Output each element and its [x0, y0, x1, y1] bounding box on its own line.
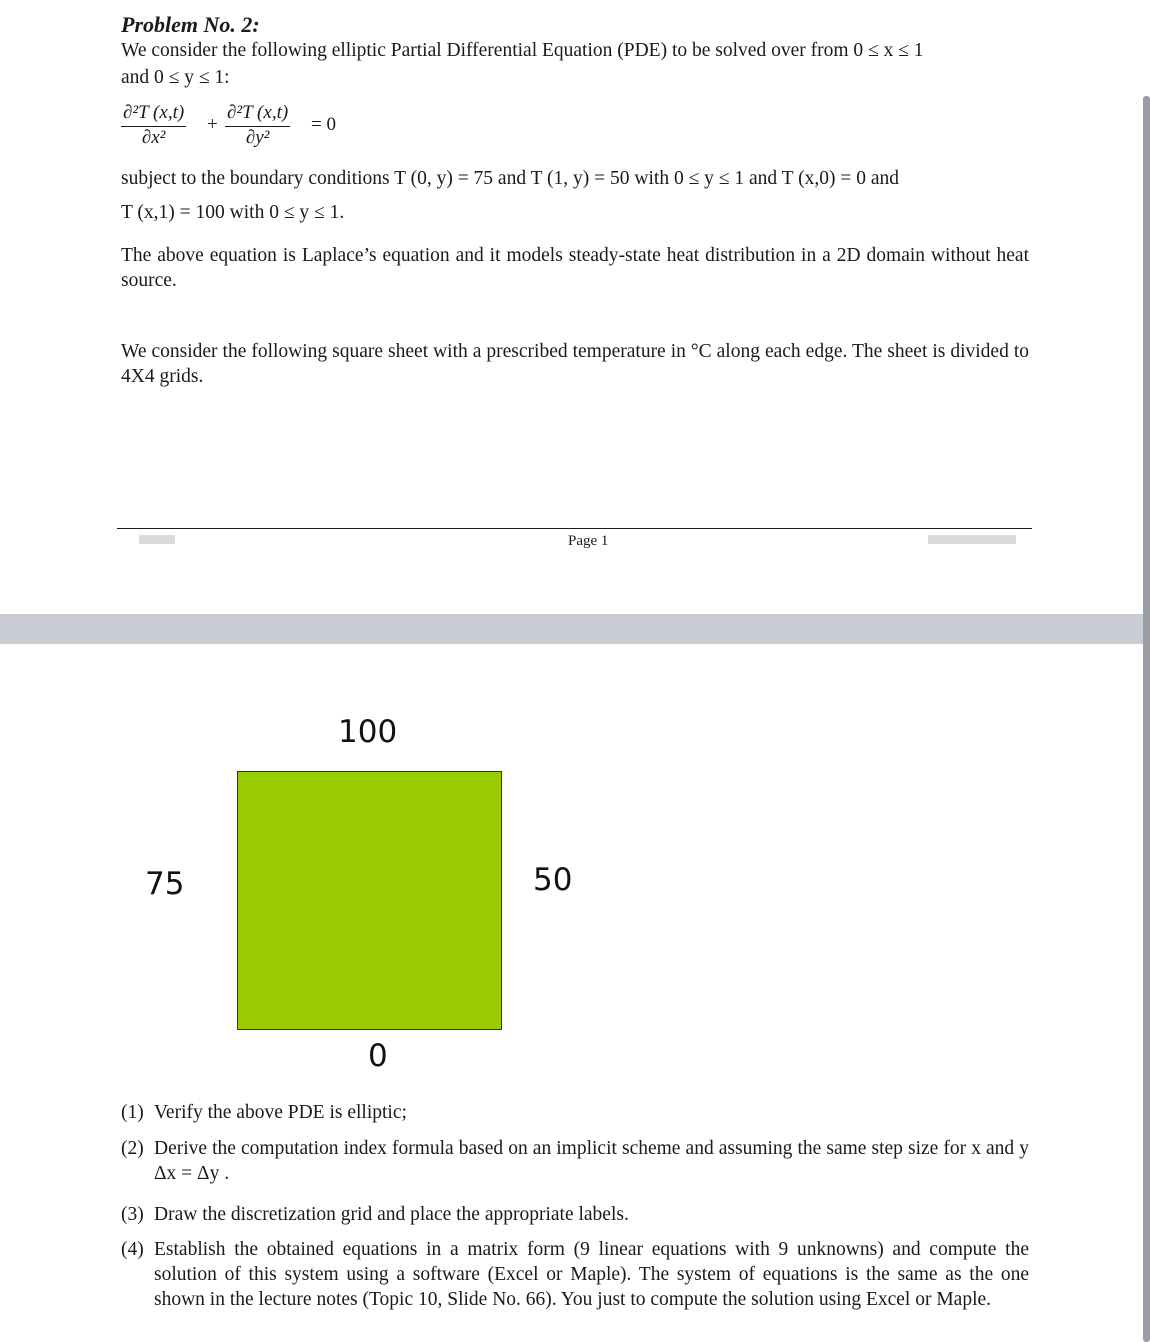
question-4-number: (4) [121, 1239, 144, 1260]
intro-line-1: We consider the following elliptic Partial Differential Equation (PDE) to be solved over from 0 ≤ x ≤ 1 [121, 40, 924, 61]
fraction-y [225, 100, 290, 149]
page-separator [0, 614, 1150, 644]
question-1-number: (1) [121, 1102, 144, 1123]
question-3 [121, 1202, 1029, 1227]
footer-blurred-left [139, 535, 175, 544]
intro-line-2: and 0 ≤ y ≤ 1: [121, 67, 230, 88]
fraction-y-denominator: ∂y² [245, 127, 270, 148]
problem-title: Problem No. 2: [121, 12, 260, 37]
question-3-text: Draw the discretization grid and place the appropriate labels. [154, 1204, 629, 1225]
laplace-description: The above equation is Laplace’s equation and it models steady-state heat distribution in a 2D domain without heat source. [121, 245, 1029, 291]
question-4 [121, 1237, 1029, 1312]
question-1-text: Verify the above PDE is elliptic; [154, 1102, 407, 1123]
left-edge-label: 75 [145, 866, 185, 902]
question-2-number: (2) [121, 1138, 144, 1159]
footer-blurred-right [928, 535, 1016, 544]
fraction-x [121, 100, 186, 149]
laplace-equation [121, 100, 381, 156]
question-3-number: (3) [121, 1204, 144, 1225]
vertical-scrollbar[interactable] [1143, 96, 1150, 1342]
document-page-2 [0, 644, 1150, 1342]
sheet-description: We consider the following square sheet with a prescribed temperature in °C along each edge. The sheet is divided to 4X4 grids. [121, 341, 1029, 387]
bottom-edge-label: 0 [368, 1038, 388, 1074]
document-page-1 [0, 0, 1150, 614]
boundary-conditions-line-2: T (x,1) = 100 with 0 ≤ y ≤ 1. [121, 202, 345, 223]
page-number: Page 1 [568, 533, 609, 549]
question-2 [121, 1136, 1029, 1186]
square-sheet [237, 771, 502, 1030]
boundary-conditions-line-1: subject to the boundary conditions T (0, y) = 75 and T (1, y) = 50 with 0 ≤ y ≤ 1 and T (x,0) = 0 and [121, 168, 899, 189]
footer-rule [117, 528, 1032, 529]
top-edge-label: 100 [338, 714, 398, 750]
plus-sign: + [207, 114, 218, 135]
fraction-x-denominator: ∂x² [141, 127, 166, 148]
fraction-x-numerator: ∂²T (x,t) [121, 100, 186, 127]
equals-zero: = 0 [311, 114, 336, 135]
question-1 [121, 1100, 1029, 1125]
question-2-text: Derive the computation index formula based on an implicit scheme and assuming the same step size for x and y Δx = Δy . [154, 1138, 1029, 1184]
right-edge-label: 50 [533, 862, 573, 898]
fraction-y-numerator: ∂²T (x,t) [225, 100, 290, 127]
question-4-text: Establish the obtained equations in a matrix form (9 linear equations with 9 unknowns) and compute the solution of this system using a software (Excel or Maple). The system of equations is the same as the one shown in the lecture notes (Topic 10, Slide No. 66). You just to compute the solution using Excel or Maple. [154, 1239, 1029, 1310]
